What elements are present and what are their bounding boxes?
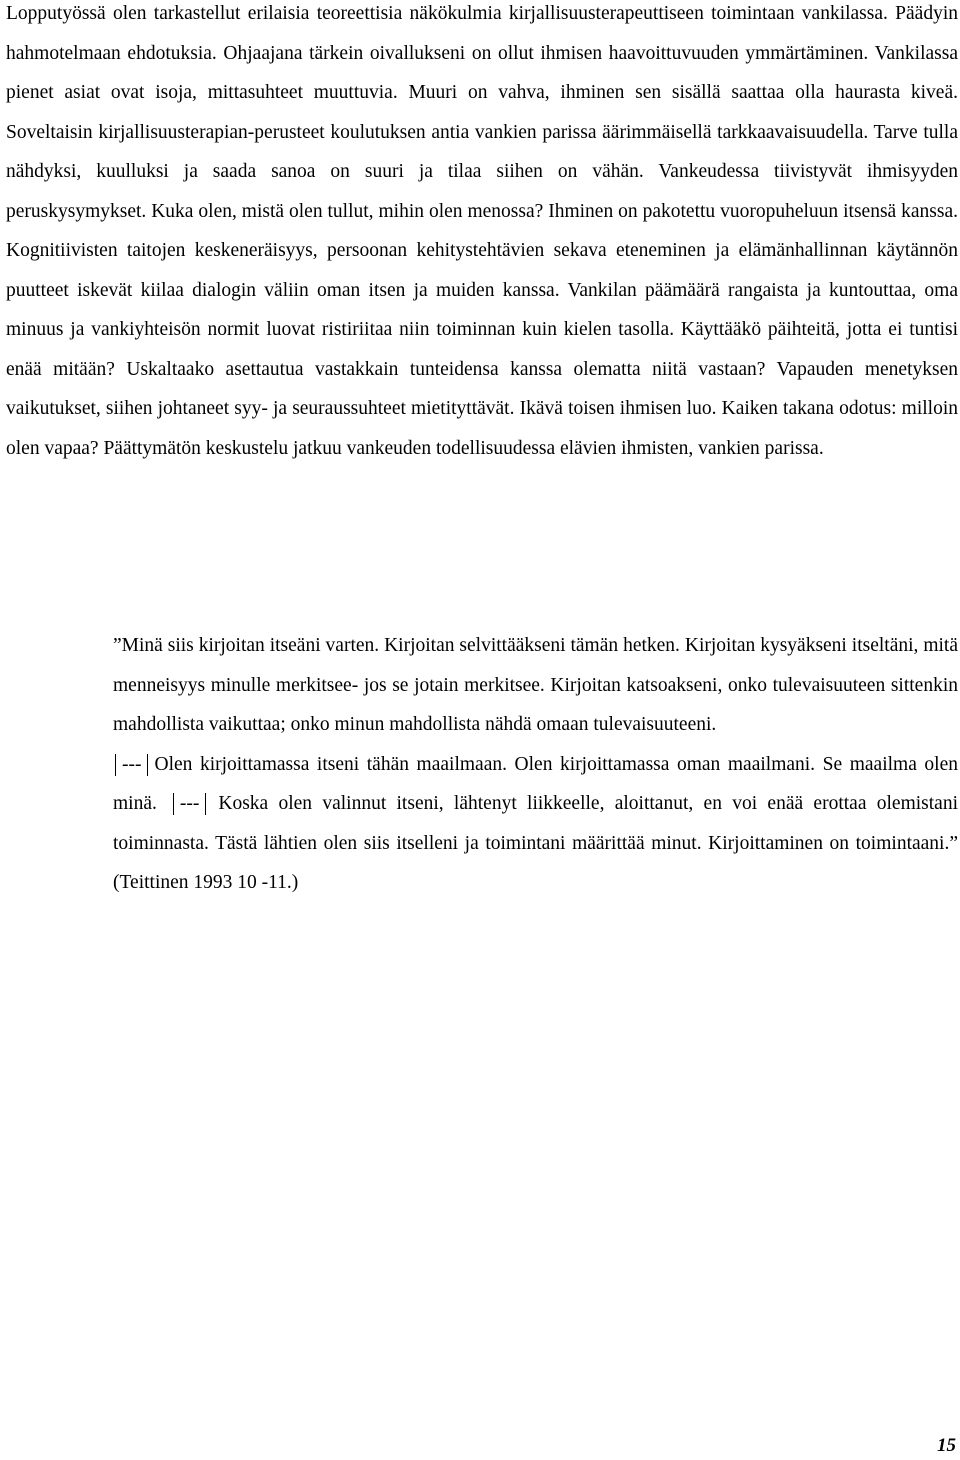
omission-mark: ---	[115, 754, 148, 776]
quote-paragraph-1: ”Minä siis kirjoitan itseäni varten. Kirjoitan selvittääkseni tämän hetken. Kirjoitan kysyäkseni itseltäni, mitä menneisyys minulle merkitsee- jos se jotain merkitsee. Kirjoitan katsoakseni, onko tulevaisuuteen sittenkin mahdollista vaikuttaa; onko minun mahdollista nähdä omaan tulevaisuuteeni.	[113, 635, 958, 735]
page-number: 15	[937, 1435, 956, 1456]
block-quote	[113, 626, 958, 903]
quote-text-segment: Olen kirjoittamassa itseni tähän maailmaan. Olen kirjoittamassa oman maailmani. Se maailma olen minä.	[113, 753, 958, 814]
omission-mark: ---	[173, 793, 206, 815]
quote-text-segment: Koska olen valinnut itseni, lähtenyt liikkeelle, aloittanut, en voi enää erottaa olemistani toiminnasta. Tästä lähtien olen siis itselleni ja toimintani määrittää minut. Kirjoittaminen on toimintaani.” (Teittinen 1993 10 -11.)	[113, 793, 958, 893]
quote-paragraph-2	[113, 745, 958, 903]
body-paragraph: Lopputyössä olen tarkastellut erilaisia teoreettisia näkökulmia kirjallisuusterapeuttiseen toimintaan vankilassa. Päädyin hahmotelmaan ehdotuksia. Ohjaajana tärkein oivallukseni on ollut ihmisen haavoittuvuuden ymmärtäminen. Vankilassa pienet asiat ovat isoja, mittasuhteet muuttuvia. Muuri on vahva, ihminen sen sisällä saattaa olla haurasta kiveä. Soveltaisin kirjallisuusterapian-perusteet koulutuksen antia vankien parissa äärimmäisellä tarkkaavaisuudella. Tarve tulla nähdyksi, kuulluksi ja saada sanoa on suuri ja tilaa siihen on vähän. Vankeudessa tiivistyvät ihmisyyden peruskysymykset. Kuka olen, mistä olen tullut, mihin olen menossa? Ihminen on pakotettu vuoropuheluun itsensä kanssa. Kognitiivisten taitojen keskeneräisyys, persoonan kehitystehtävien sekava eteneminen ja elämänhallinnan käytännön puutteet iskevät kiilaa dialogin väliin oman itsen ja muiden kanssa. Vankilan päämäärä rangaista ja kuntouttaa, oma minuus ja vankiyhteisön normit luovat ristiriitaa niin toiminnan kuin kielen tasolla. Käyttääkö päihteitä, jotta ei tuntisi enää mitään? Uskaltaako asettautua vastakkain tunteidensa kanssa olematta niitä vastaan? Vapauden menetyksen vaikutukset, siihen johtaneet syy- ja seuraussuhteet mietityttävät. Ikävä toisen ihmisen luo. Kaiken takana odotus: milloin olen vapaa? Päättymätön keskustelu jatkuu vankeuden todellisuudessa elävien ihmisten, vankien parissa.	[6, 3, 958, 459]
